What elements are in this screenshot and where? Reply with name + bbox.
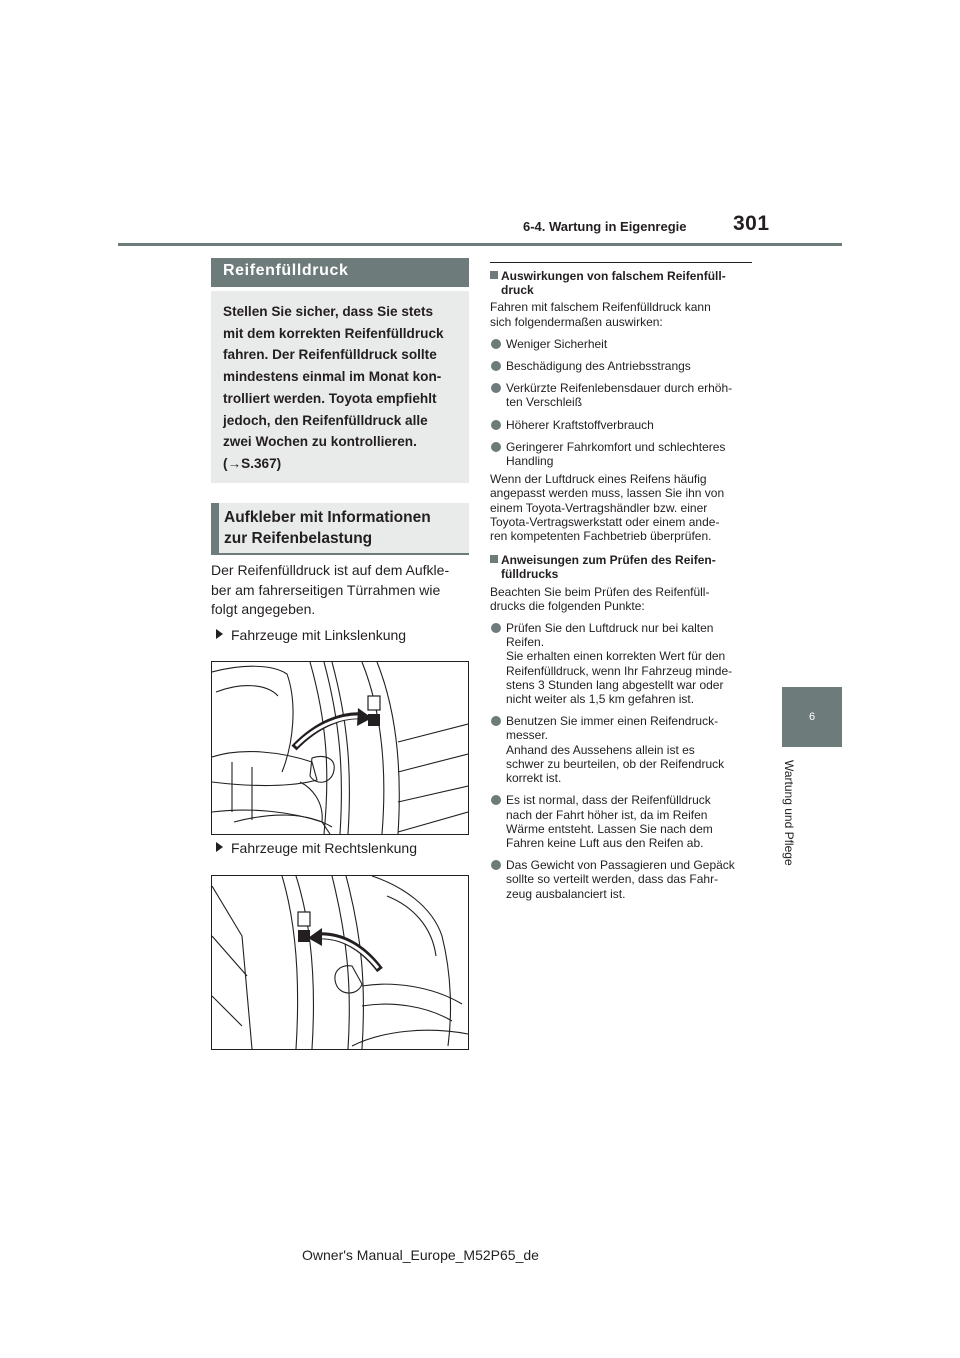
info-line: fahren. Der Reifenfülldruck sollte [223, 347, 437, 363]
text-line: stens 3 Stunden lang abgestellt war oder [506, 677, 724, 692]
info-line: mit dem korrekten Reifenfülldruck [223, 325, 444, 341]
text-line: Geringerer Fahrkomfort und schlechteres [506, 439, 726, 454]
list-item [490, 714, 752, 785]
item-label: Fahrzeuge mit Rechtslenkung [231, 840, 417, 856]
info-line: trolliert werden. Toyota empfiehlt [223, 390, 437, 406]
chapter-title: Wartung und Pflege [782, 760, 796, 866]
item-left-hand-drive [216, 627, 406, 643]
info-line: jedoch, den Reifenfülldruck alle [223, 412, 428, 428]
door-frame-rhd-illustration [212, 876, 468, 1049]
list-item [490, 621, 752, 706]
info-line: zwei Wochen zu kontrollieren. [223, 434, 417, 450]
text-line: Fahren keine Luft aus den Reifen ab. [506, 835, 704, 850]
text-line: korrekt ist. [506, 771, 562, 786]
chapter-tab[interactable] [782, 687, 842, 747]
text-line: Toyota-Vertragswerkstatt oder einem ande- [490, 514, 720, 529]
text-line: Wärme entsteht. Lassen Sie nach dem [506, 821, 713, 836]
text-line: Fahren mit falschem Reifenfülldruck kann [490, 300, 711, 315]
page-reference-link[interactable]: (→S.367) [223, 455, 282, 471]
text-line: Höherer Kraftstoffverbrauch [506, 417, 654, 432]
text-line: Reifenfülldruck, wenn Ihr Fahrzeug minde- [506, 663, 733, 678]
text-line: Handling [506, 454, 554, 469]
sub-heading-line: zur Reifenbelastung [224, 530, 373, 547]
text-line: zeug ausbalanciert ist. [506, 886, 626, 901]
text-line: Prüfen Sie den Luftdruck nur bei kalten [506, 621, 714, 636]
instructions-heading [490, 553, 752, 581]
text-line: ten Verschleiß [506, 395, 583, 410]
text-line: sich folgendermaßen auswirken: [490, 314, 663, 329]
text-line: Sie erhalten einen korrekten Wert für den [506, 649, 726, 664]
sub-heading [211, 503, 469, 553]
list-item [490, 337, 752, 351]
triangle-arrow-icon [216, 629, 223, 639]
text-line: drucks die folgenden Punkte: [490, 598, 645, 613]
effects-outro [490, 472, 752, 543]
right-column-rule [490, 262, 752, 263]
door-frame-lhd-illustration [212, 662, 468, 834]
section-title: 6-4. Wartung in Eigenregie [523, 219, 687, 234]
text-line: ren kompetenten Fachbetrieb überprüfen. [490, 529, 712, 544]
text-line: Verkürzte Reifenlebensdauer durch erhöh- [506, 381, 733, 396]
section-heading: Reifenfülldruck [211, 258, 469, 287]
text-line: Beachten Sie beim Prüfen des Reifenfüll- [490, 584, 710, 599]
heading-line: druck [501, 283, 534, 298]
text-line: messer. [506, 728, 549, 743]
effects-heading [490, 269, 752, 297]
list-item [490, 858, 752, 901]
body-text [211, 561, 471, 620]
text-line: Beschädigung des Antriebsstrangs [506, 359, 691, 374]
list-item [490, 793, 752, 850]
figure-door-frame-lhd [211, 661, 469, 835]
text-line: nicht weiter als 1,5 km gefahren ist. [506, 692, 695, 707]
body-line: folgt angegeben. [211, 601, 316, 617]
text-line: nach der Fahrt höher ist, da im Reifen [506, 807, 708, 822]
text-line: einem Toyota-Vertragshändler bzw. einer [490, 500, 708, 515]
text-line: schwer zu beurteilen, ob der Reifendruck [506, 756, 725, 771]
heading-line: Anweisungen zum Prüfen des Reifen- [501, 553, 716, 568]
body-line: ber am fahrerseitigen Türrahmen wie [211, 581, 441, 598]
info-line: Stellen Sie sicher, dass Sie stets [223, 304, 434, 319]
info-line: mindestens einmal im Monat kon- [223, 369, 442, 385]
text-line: Benutzen Sie immer einen Reifendruck- [506, 714, 719, 729]
list-item [490, 381, 752, 409]
header-rule [118, 243, 842, 246]
text-line: Reifen. [506, 635, 545, 650]
right-column [490, 262, 752, 909]
text-line: Das Gewicht von Passagieren und Gepäck [506, 858, 735, 873]
instructions-intro [490, 585, 752, 613]
chapter-label [780, 760, 802, 890]
footer-text: Owner's Manual_Europe_M52P65_de [302, 1247, 539, 1263]
triangle-arrow-icon [216, 842, 223, 852]
list-item [490, 359, 752, 373]
heading-line: Auswirkungen von falschem Reifenfüll- [501, 269, 726, 283]
figure-door-frame-rhd [211, 875, 469, 1050]
text-line: sollte so verteilt werden, dass das Fahr- [506, 872, 719, 887]
item-label: Fahrzeuge mit Linkslenkung [231, 627, 407, 643]
info-box [211, 291, 469, 483]
chapter-number: 6 [808, 711, 816, 723]
sub-heading-line: Aufkleber mit Informationen [224, 509, 431, 526]
text-line: Anhand des Aussehens allein ist es [506, 742, 695, 757]
heading-line: fülldrucks [501, 567, 559, 582]
text-line: Weniger Sicherheit [506, 336, 608, 351]
list-item [490, 440, 752, 468]
body-line: Der Reifenfülldruck ist auf dem Aufkle- [211, 562, 450, 578]
list-item [490, 418, 752, 432]
sub-heading-rule [211, 553, 469, 555]
page-number: 301 [733, 212, 770, 235]
item-right-hand-drive [216, 840, 417, 856]
text-line: Wenn der Luftdruck eines Reifens häufig [490, 472, 707, 487]
text-line: Es ist normal, dass der Reifenfülldruck [506, 793, 711, 808]
text-line: angepasst werden muss, lassen Sie ihn von [490, 486, 725, 501]
effects-intro [490, 300, 752, 328]
